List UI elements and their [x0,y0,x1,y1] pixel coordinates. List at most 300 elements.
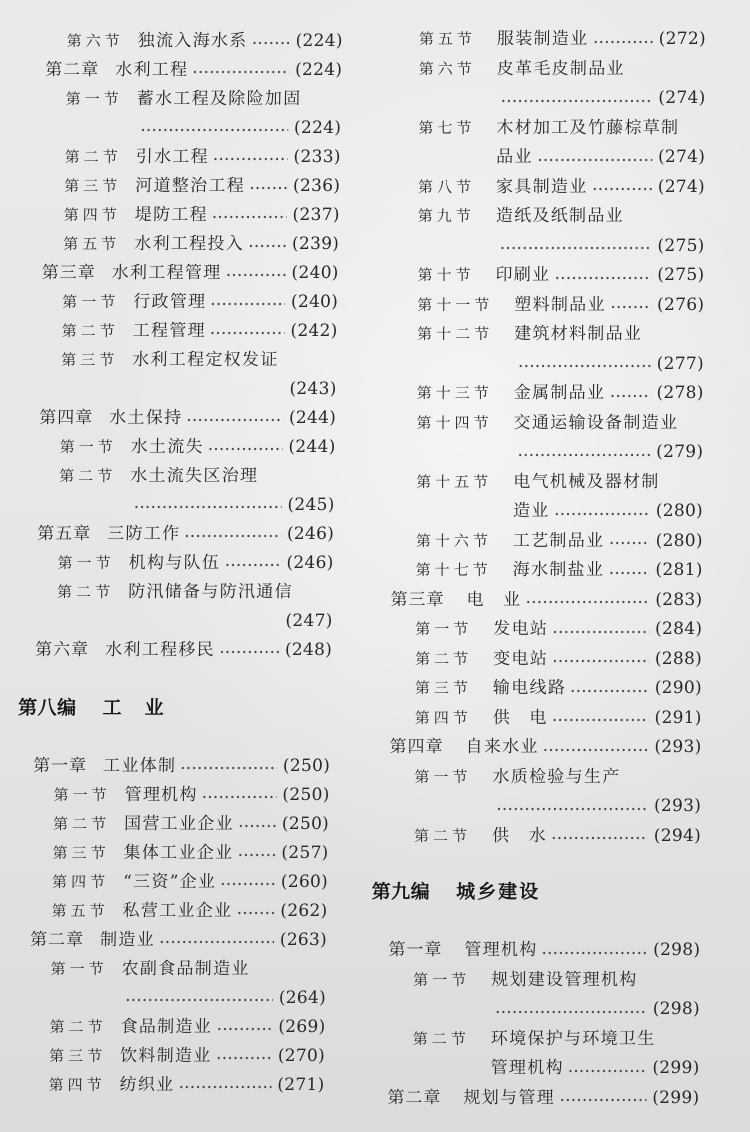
toc-section-entry [0,317,338,346]
section-title: 食品制造业 [120,1017,213,1037]
leader-dots [551,822,648,852]
chapter-title: 电 业 [466,589,522,610]
entry-continuation-line [0,607,333,636]
entry-line [369,202,705,232]
entry-line [0,1071,325,1100]
section-number-label: 第五节 [51,902,109,920]
page-number: (283) [655,589,703,610]
entry-line [0,143,341,172]
page-number: (244) [288,408,337,428]
toc-section-entry [365,763,701,822]
leader-dots [541,936,647,966]
section-number-label: 第一节 [62,293,120,311]
section-title: 皮革毛皮制品业 [496,58,625,79]
page-number: (270) [277,1046,326,1066]
chapter-title: 工业体制 [102,756,177,776]
leader-dots [517,438,650,468]
leader-dots [159,926,274,955]
toc-chapter-entry [363,1084,699,1114]
section-number-label: 第四节 [414,708,472,727]
leader-dots [552,645,649,675]
section-title: 供 水 [492,825,548,846]
section-title: 印刷业 [495,265,551,285]
leader-dots [496,792,648,822]
toc-chapter-entry [365,733,701,763]
entry-line [368,320,704,350]
toc-section-entry [0,288,338,317]
leader-dots [500,84,652,114]
entry-line [0,462,335,491]
section-title: 蓄水工程及除险加固 [136,89,302,109]
leader-dots [133,491,281,520]
section-number-label: 第一节 [413,970,471,989]
leader-dots [208,433,283,462]
section-number-label: 第七节 [418,118,476,137]
toc-section-entry [0,781,330,810]
page-number: (263) [279,930,328,950]
section-title: 管理机构 [124,785,198,805]
section-title: 规划建设管理机构 [491,969,638,990]
entry-line [363,1084,699,1114]
page-number: (298) [653,940,701,960]
section-number-label: 第六节 [418,59,476,78]
leader-dots [608,556,649,586]
section-number-label: 第二节 [413,826,472,845]
toc-section-entry [366,674,702,704]
entry-line [0,578,333,607]
chapter-number-label: 第四章 [39,408,94,428]
entry-line [365,878,701,908]
page-number: (288) [654,648,703,669]
leader-dots [125,984,273,1013]
entry-line [0,433,336,462]
page-number: (272) [658,29,706,49]
part-number-label: 第九编 [371,881,431,903]
chapter-number-label: 第一章 [388,940,443,960]
section-title: 水质检验与生产 [492,766,621,787]
toc-section-entry [365,822,701,852]
entry-line [364,966,700,996]
toc-chapter-entry [366,586,702,616]
chapter-title: 管理机构 [464,940,538,960]
page-number: (233) [293,147,341,167]
toc-section-entry [0,578,333,636]
toc-section-entry [368,379,704,409]
toc-section-entry [370,25,706,55]
entry-line [369,173,705,203]
toc-section-entry [0,1071,325,1100]
section-title: 变电站 [493,648,549,669]
toc-section-entry [369,173,705,203]
leader-dots [543,733,649,763]
page-number: (244) [288,437,336,457]
section-number-label: 第十三节 [416,384,493,402]
toc-section-entry [0,433,336,462]
leader-dots [213,143,288,172]
page-number: (299) [652,1087,700,1108]
page-number: (279) [656,442,704,462]
chapter-title: 制造业 [99,930,156,950]
section-number-label: 第二节 [52,815,111,833]
toc-section-entry [0,462,335,520]
leader-dots [184,520,281,549]
toc-section-entry [0,868,328,897]
page-number: (224) [293,118,342,138]
leader-dots [212,201,287,230]
entry-line [367,409,703,439]
section-number-label: 第一节 [59,438,117,456]
leader-dots [552,615,649,645]
toc-section-entry [0,143,341,172]
chapter-title: 水土保持 [109,408,183,428]
section-number-label: 第一节 [414,767,472,786]
entry-line [0,520,334,549]
page-number: (257) [281,843,329,863]
entry-line [0,868,328,897]
leader-dots [609,379,650,409]
section-number-label: 第一节 [57,554,115,572]
section-title: 集体工业企业 [123,843,234,863]
leader-dots [495,995,647,1025]
section-title-continuation: 管理机构 [490,1058,564,1078]
page-number: (290) [654,678,703,698]
entry-line [0,955,327,984]
page-number: (281) [655,560,703,580]
page-number: (271) [277,1075,325,1095]
section-number-label: 第十六节 [415,531,492,550]
leader-dots [552,704,649,734]
toc-section-entry [0,810,329,839]
toc-section-entry [0,201,340,230]
leader-dots [608,527,649,557]
toc-section-entry [0,839,329,868]
section-title: 工程管理 [132,321,207,341]
toc-section-entry [369,202,705,261]
section-number-label: 第十一节 [417,295,494,314]
entry-line [0,27,343,56]
leader-dots [178,1071,271,1100]
toc-section-entry [0,346,337,404]
section-title: 独流入海水系 [137,31,248,51]
leader-dots [237,839,275,868]
chapter-number-label: 第三章 [390,589,445,610]
section-number-label: 第十节 [417,266,475,284]
entry-line [367,527,703,557]
chapter-title: 水利工程移民 [104,640,216,660]
section-title: 农副食品制造业 [121,959,250,979]
entry-line [365,763,701,793]
entry-line [370,25,706,55]
leader-dots [248,230,286,259]
toc-chapter-entry [0,56,342,85]
section-title: 水土流失区治理 [130,466,259,486]
section-number-label: 第四节 [48,1076,106,1094]
section-title: 防汛储备与防汛通信 [127,582,294,602]
leader-dots [236,897,274,926]
entry-line [0,1013,326,1042]
section-number-label: 第二节 [64,148,122,166]
leader-dots [210,288,285,317]
section-number-label: 第九节 [417,207,475,225]
leader-dots [225,259,285,288]
toc-section-entry [364,966,700,1025]
section-title: 塑料制品业 [514,294,606,315]
entry-continuation-line [369,143,705,173]
section-number-label: 第十七节 [415,561,492,579]
toc-section-entry [0,85,342,143]
entry-continuation-line [364,1054,700,1084]
page-number: (294) [653,825,702,846]
part-title: 城乡建设 [456,881,541,903]
section-number-label: 第三节 [64,177,122,195]
section-title: 电气机械及器材制 [513,471,660,492]
toc-section-entry [367,527,703,557]
page-number: (280) [655,501,704,521]
page-number: (237) [292,205,340,225]
entry-line [0,288,338,317]
entry-line [0,346,337,375]
entry-line [0,810,329,839]
toc-section-entry [369,55,705,114]
page-number: (245) [287,495,335,515]
toc-section-entry [0,549,334,578]
section-title: 发电站 [493,619,549,639]
section-number-label: 第二节 [61,322,119,340]
leader-dots [518,350,651,380]
chapter-number-label: 第五章 [36,524,92,544]
entry-line [365,733,701,763]
section-title: 饮料制造业 [119,1046,212,1066]
page-number: (293) [653,796,702,816]
toc-chapter-entry [0,259,339,288]
section-title: 交通运输设备制造业 [513,412,679,433]
leader-dots [219,636,279,665]
section-title: 海水制盐业 [512,560,605,580]
section-title: 河道整治工程 [135,176,246,196]
leader-dots [249,172,287,201]
chapter-title: 水利工程 [115,60,189,80]
section-number-label: 第十二节 [417,325,494,343]
page-number: (243) [289,379,337,399]
leader-dots [554,497,650,527]
section-number-label: 第二节 [59,467,117,485]
toc-right-column [363,25,706,1113]
entry-line [0,201,340,230]
page-number: (240) [291,263,339,283]
page-number: (224) [294,60,343,80]
page-number: (299) [652,1058,700,1078]
leader-dots [192,56,289,85]
section-number-label: 第三节 [48,1047,107,1065]
section-number-label: 第一节 [415,620,473,638]
entry-line [0,259,339,288]
section-number-label: 第六节 [66,32,124,50]
entry-line [0,172,340,201]
toc-section-entry [367,409,703,468]
section-number-label: 第三节 [414,679,473,697]
page-number: (239) [291,234,340,254]
leader-dots [610,291,651,321]
entry-continuation-line [368,350,704,380]
toc-chapter-entry [364,936,700,966]
toc-section-entry [369,114,705,173]
entry-line [364,936,700,966]
entry-line [366,674,702,704]
chapter-number-label: 第二章 [45,60,100,80]
page-number: (264) [278,988,327,1008]
leader-dots [568,1054,647,1084]
page-number: (224) [295,31,343,51]
leader-dots [215,1042,272,1071]
entry-line [0,549,334,578]
section-title: 水土流失 [130,437,205,457]
entry-continuation-line [0,375,337,404]
section-number-label: 第四节 [51,873,110,891]
toc-section-entry [367,468,703,527]
leader-dots [238,810,276,839]
section-title: 私营工业企业 [122,901,233,921]
entry-line [0,230,339,259]
toc-part-entry [365,878,701,908]
page-number: (274) [658,88,706,108]
page-number: (284) [655,619,703,639]
toc-part-entry [0,694,331,723]
entry-continuation-line [367,497,703,527]
leader-dots [220,868,275,897]
entry-line [0,781,330,810]
leader-dots [500,232,652,262]
section-title: 供 电 [492,707,548,728]
entry-line [369,114,705,144]
section-title-continuation: 品业 [496,147,533,167]
section-title: 机构与队伍 [128,553,221,573]
page-number: (275) [657,235,705,256]
leader-dots [592,25,652,55]
chapter-number-label: 第三章 [41,263,96,283]
leader-dots [224,549,281,578]
page-number: (274) [657,147,706,167]
entry-line [0,897,328,926]
entry-line [0,404,336,433]
page-number: (262) [280,901,328,921]
page-number: (250) [282,785,330,805]
toc-section-entry [0,27,343,56]
page-number: (236) [292,176,341,196]
leader-dots [180,752,277,781]
toc-chapter-entry [0,520,334,549]
page-number: (260) [280,872,329,892]
chapter-title: 规划与管理 [463,1087,556,1108]
page-number: (250) [281,814,330,834]
leader-dots [210,317,285,346]
toc-section-entry [366,704,702,734]
page-number: (278) [656,383,704,403]
leader-dots [537,143,652,173]
toc-chapter-entry [0,926,327,955]
section-title: 金属制品业 [513,383,606,403]
part-title: 工 业 [102,697,166,719]
toc-section-entry [0,955,327,1013]
page-number: (298) [652,999,701,1019]
toc-section-entry [368,320,704,379]
section-number-label: 第八节 [417,177,476,196]
chapter-title: 水利工程管理 [111,263,222,283]
section-title: 堤防工程 [134,205,209,225]
entry-line [370,55,706,85]
page-number: (248) [284,640,333,660]
section-number-label: 第十四节 [416,413,493,432]
entry-line [367,468,703,498]
section-title: 纺织业 [119,1075,175,1095]
section-number-label: 第二节 [56,583,115,601]
entry-line [0,752,330,781]
entry-continuation-line [0,114,341,143]
section-title: 建筑材料制品业 [514,324,643,344]
leader-dots [559,1084,646,1114]
toc-section-entry [0,230,339,259]
entry-continuation-line [0,984,326,1013]
toc-section-entry [0,1013,326,1042]
entry-line [368,291,704,321]
leader-dots [216,1013,273,1042]
section-title: 水利工程投入 [134,234,245,254]
section-title: 水利工程定权发证 [132,350,279,370]
entry-line [368,261,704,291]
entry-continuation-line [364,995,700,1025]
toc-section-entry [368,261,704,291]
entry-line [0,317,338,346]
entry-line [0,56,342,85]
section-number-label: 第一节 [53,786,111,804]
entry-continuation-line [365,792,701,822]
chapter-number-label: 第二章 [29,930,85,950]
section-number-label: 第五节 [418,30,476,48]
section-title: 国营工业企业 [123,814,235,834]
section-title: “三资”企业 [122,872,217,892]
leader-dots [554,261,651,291]
leader-dots [140,114,288,143]
section-title: 木材加工及竹藤棕草制 [496,117,680,138]
section-title: 行政管理 [133,292,207,312]
entry-continuation-line [367,438,703,468]
section-title: 服装制造业 [496,29,589,49]
page-number: (280) [655,530,703,551]
entry-line [0,839,329,868]
page-number: (274) [657,176,706,197]
page-number: (276) [657,294,705,315]
section-title: 造纸及纸制品业 [495,206,625,226]
toc-section-entry [367,556,703,586]
leader-dots [525,586,649,616]
section-number-label: 第二节 [412,1029,470,1048]
section-number-label: 第十五节 [416,472,493,491]
entry-line [367,556,703,586]
entry-line [364,1025,700,1055]
toc-section-entry [0,897,328,926]
entry-line [365,822,701,852]
section-title: 环境保护与环境卫生 [490,1028,656,1049]
page-number: (250) [282,756,331,776]
chapter-number-label: 第六章 [34,640,90,660]
section-title: 家具制造业 [495,176,588,197]
page-number: (291) [654,707,702,728]
toc-section-entry [368,291,704,321]
chapter-number-label: 第二章 [387,1087,442,1108]
section-number-label: 第二节 [49,1018,107,1036]
entry-continuation-line [369,84,705,114]
part-number-label: 第八编 [17,697,77,719]
page-number: (275) [657,265,705,285]
